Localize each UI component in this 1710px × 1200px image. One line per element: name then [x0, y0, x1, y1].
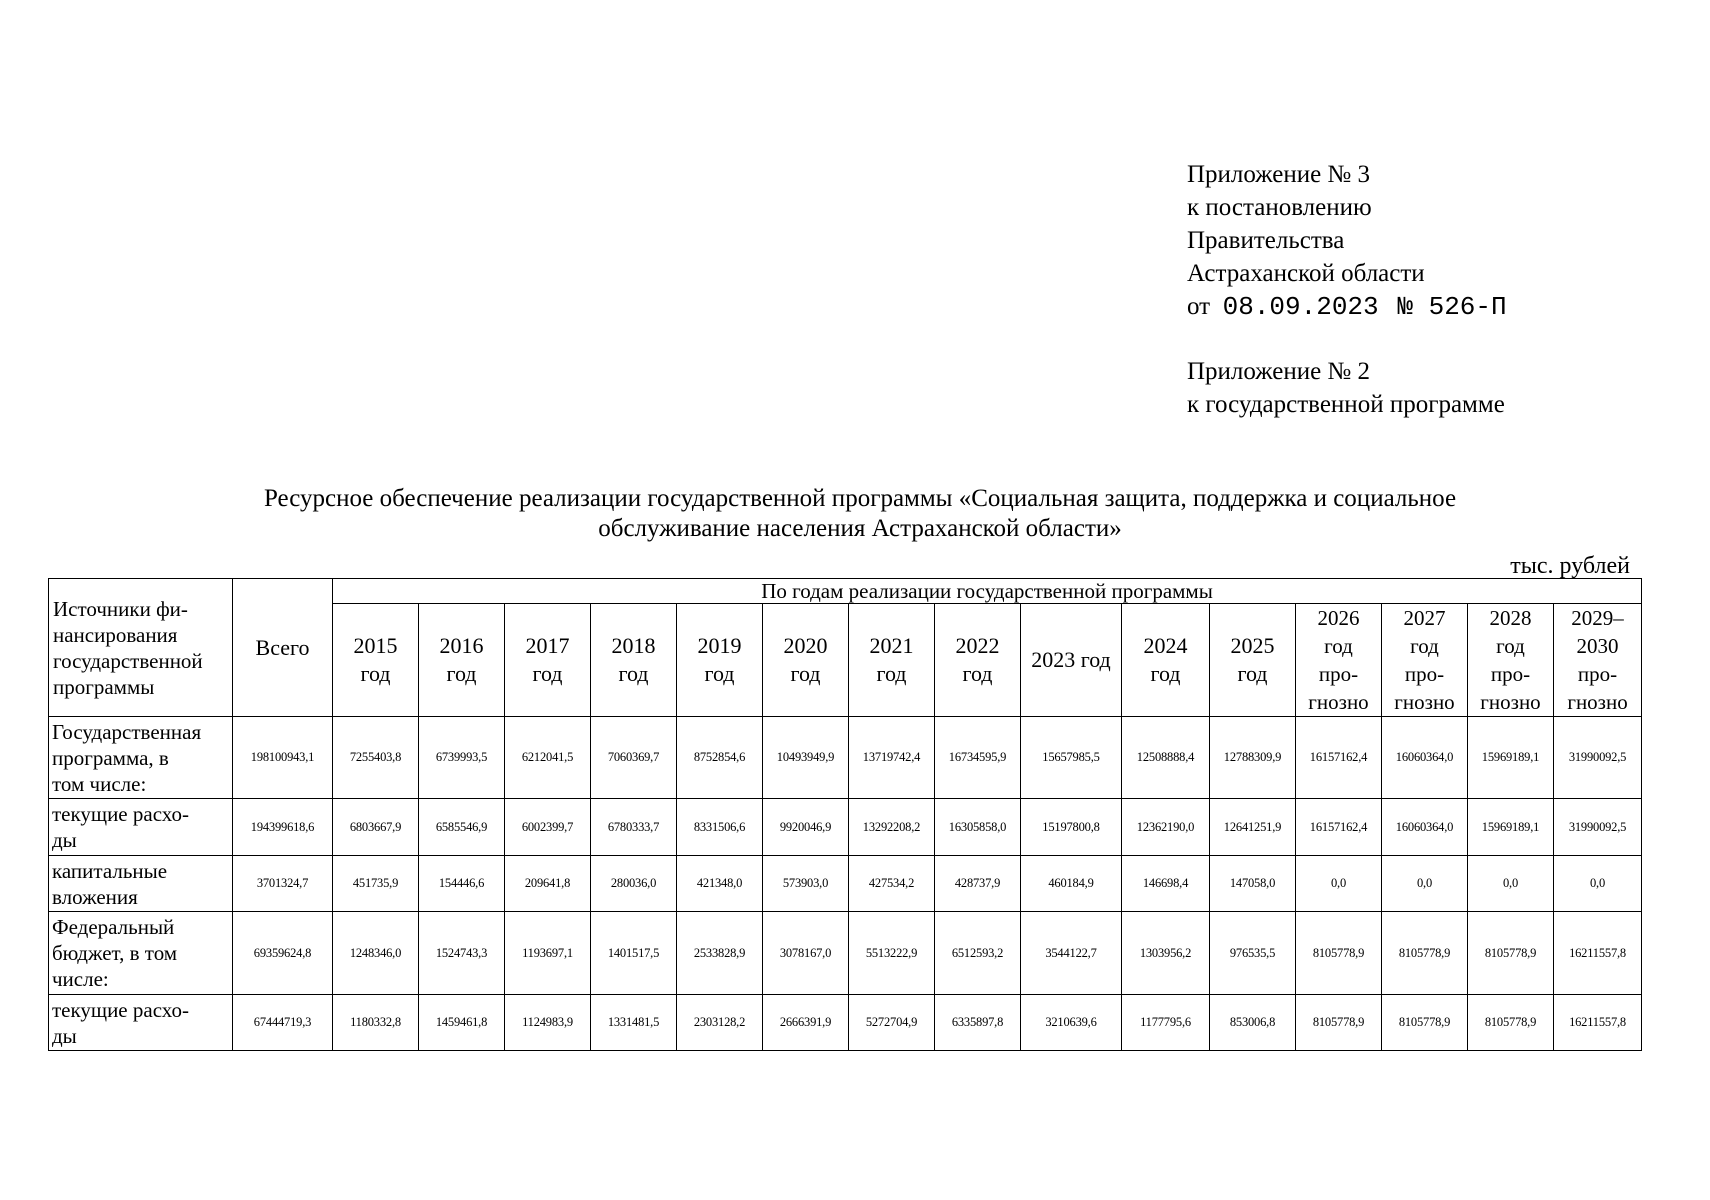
year-value-cell: 8105778,9	[1468, 912, 1554, 995]
year-value-cell: 6335897,8	[935, 995, 1021, 1051]
header-years-group: По годам реализации государственной программы	[333, 579, 1642, 604]
year-value-cell: 8752854,6	[677, 717, 763, 799]
appendix-line-2: к постановлению	[1187, 194, 1372, 221]
header-year-part: 2019	[697, 633, 742, 658]
year-value-cell: 5272704,9	[849, 995, 935, 1051]
header-year-2	[505, 604, 591, 717]
row-total: 67444719,3	[233, 995, 333, 1051]
year-value-cell: 12788309,9	[1210, 717, 1296, 799]
header-year-part: 2017	[525, 633, 570, 658]
year-value-cell: 16060364,0	[1382, 717, 1468, 799]
year-value-cell: 451735,9	[333, 856, 419, 912]
year-value-cell: 421348,0	[677, 856, 763, 912]
year-value-cell: 1459461,8	[419, 995, 505, 1051]
year-value-cell: 31990092,5	[1554, 717, 1642, 799]
header-year-0	[333, 604, 419, 717]
row-label-line: капитальные	[52, 858, 168, 883]
row-label	[49, 995, 233, 1051]
year-value-cell: 0,0	[1468, 856, 1554, 912]
year-value-cell: 7255403,8	[333, 717, 419, 799]
title-line-1: Ресурсное обеспечение реализации государственной программы «Социальная защита, поддержка и социальное	[263, 485, 1457, 512]
year-value-cell: 209641,8	[505, 856, 591, 912]
year-value-cell: 427534,2	[849, 856, 935, 912]
header-year-13	[1468, 604, 1554, 717]
year-value-cell: 31990092,5	[1554, 799, 1642, 856]
year-value-cell: 1177795,6	[1122, 995, 1210, 1051]
appendix-line-4: Астраханской области	[1187, 260, 1425, 287]
row-label-line: том числе:	[52, 771, 147, 796]
year-value-cell: 16734595,9	[935, 717, 1021, 799]
header-year-part: год	[1410, 634, 1439, 658]
resolution-date-line	[1187, 290, 1507, 324]
date-prefix: от	[1187, 293, 1211, 320]
year-value-cell: 1193697,1	[505, 912, 591, 995]
year-value-cell: 8331506,6	[677, 799, 763, 856]
header-year-part: про-	[1318, 662, 1359, 686]
resolution-date: 08.09.2023	[1222, 292, 1379, 322]
year-value-cell: 0,0	[1554, 856, 1642, 912]
header-year-9	[1122, 604, 1210, 717]
year-value-cell: 16157162,4	[1296, 717, 1382, 799]
header-source-line: Источники фи-	[53, 596, 188, 621]
year-value-cell: 6212041,5	[505, 717, 591, 799]
year-value-cell: 5513222,9	[849, 912, 935, 995]
header-year-part: год	[704, 661, 735, 686]
row-label-line: бюджет, в том	[52, 941, 178, 965]
year-value-cell: 2666391,9	[763, 995, 849, 1051]
header-year-part: 2021	[869, 633, 914, 658]
year-value-cell: 3544122,7	[1021, 912, 1122, 995]
header-year-part: год	[360, 661, 391, 686]
header-year-part: год	[446, 661, 477, 686]
row-total: 69359624,8	[233, 912, 333, 995]
year-value-cell: 15657985,5	[1021, 717, 1122, 799]
row-label	[49, 856, 233, 912]
year-value-cell: 13719742,4	[849, 717, 935, 799]
year-value-cell: 8105778,9	[1296, 995, 1382, 1051]
year-value-cell: 2303128,2	[677, 995, 763, 1051]
header-year-part: год	[790, 661, 821, 686]
year-value-cell: 13292208,2	[849, 799, 935, 856]
header-year-part: 2018	[611, 633, 656, 658]
appendix-program-line-1: Приложение № 2	[1187, 358, 1371, 385]
header-source-line: государственной	[53, 648, 203, 673]
year-value-cell: 6585546,9	[419, 799, 505, 856]
header-year-part: 2023 год	[1031, 647, 1111, 672]
row-label-line: текущие расхо-	[52, 802, 189, 826]
year-value-cell: 12508888,4	[1122, 717, 1210, 799]
header-year-part: год	[876, 661, 907, 686]
row-label-line: числе:	[52, 967, 109, 991]
year-value-cell: 6739993,5	[419, 717, 505, 799]
header-source	[49, 579, 233, 717]
header-year-part: год	[1237, 661, 1268, 686]
year-value-cell: 146698,4	[1122, 856, 1210, 912]
year-value-cell: 1124983,9	[505, 995, 591, 1051]
header-year-part: 2016	[439, 633, 484, 658]
table-row	[49, 912, 1642, 995]
row-label-line: ды	[52, 828, 77, 852]
row-label-line: вложения	[52, 884, 138, 909]
header-source-line: программы	[53, 674, 155, 699]
header-total: Всего	[233, 579, 333, 717]
appendix-program-line-2: к государственной программе	[1187, 391, 1505, 418]
table-row	[49, 856, 1642, 912]
header-year-part: 2022	[955, 633, 1000, 658]
row-label-line: текущие расхо-	[52, 997, 189, 1022]
row-label	[49, 912, 233, 995]
header-year-11	[1296, 604, 1382, 717]
header-year-part: год	[1324, 634, 1353, 658]
year-value-cell: 16157162,4	[1296, 799, 1382, 856]
row-label	[49, 799, 233, 856]
year-value-cell: 16211557,8	[1554, 912, 1642, 995]
year-value-cell: 6803667,9	[333, 799, 419, 856]
year-value-cell: 154446,6	[419, 856, 505, 912]
year-value-cell: 8105778,9	[1296, 912, 1382, 995]
year-value-cell: 12641251,9	[1210, 799, 1296, 856]
units-label: тыс. рублей	[1510, 553, 1630, 579]
row-total: 3701324,7	[233, 856, 333, 912]
year-value-cell: 7060369,7	[591, 717, 677, 799]
year-value-cell: 6512593,2	[935, 912, 1021, 995]
row-total: 194399618,6	[233, 799, 333, 856]
header-year-part: про-	[1404, 662, 1445, 686]
year-value-cell: 976535,5	[1210, 912, 1296, 995]
table-row	[49, 995, 1642, 1051]
year-value-cell: 1401517,5	[591, 912, 677, 995]
header-year-8	[1021, 604, 1122, 717]
header-year-part: 2029–	[1571, 606, 1624, 630]
header-year-part: 2024	[1143, 633, 1188, 658]
header-year-part: про-	[1490, 662, 1531, 686]
row-total: 198100943,1	[233, 717, 333, 799]
year-value-cell: 280036,0	[591, 856, 677, 912]
year-value-cell: 9920046,9	[763, 799, 849, 856]
year-value-cell: 853006,8	[1210, 995, 1296, 1051]
year-value-cell: 16305858,0	[935, 799, 1021, 856]
header-year-part: год	[962, 661, 993, 686]
appendix-program-block	[1187, 355, 1505, 421]
appendix-resolution-block	[1187, 158, 1507, 324]
title-line-2: обслуживание населения Астраханской области»	[598, 515, 1122, 542]
year-value-cell: 6780333,7	[591, 799, 677, 856]
header-year-6	[849, 604, 935, 717]
header-year-12	[1382, 604, 1468, 717]
header-source-line: нансирования	[53, 622, 178, 647]
row-label-line: Государственная	[52, 719, 202, 744]
header-year-part: 2027	[1403, 606, 1446, 630]
year-value-cell: 16211557,8	[1554, 995, 1642, 1051]
header-year-part: 2020	[783, 633, 828, 658]
header-year-part: год	[532, 661, 563, 686]
resolution-number: № 526-П	[1397, 292, 1507, 322]
year-value-cell: 0,0	[1296, 856, 1382, 912]
year-value-cell: 6002399,7	[505, 799, 591, 856]
row-label-line: программа, в	[52, 745, 169, 770]
header-year-10	[1210, 604, 1296, 717]
year-value-cell: 2533828,9	[677, 912, 763, 995]
header-year-4	[677, 604, 763, 717]
year-value-cell: 16060364,0	[1382, 799, 1468, 856]
year-value-cell: 3078167,0	[763, 912, 849, 995]
year-value-cell: 1331481,5	[591, 995, 677, 1051]
header-year-part: 2028	[1489, 606, 1532, 630]
header-year-part: 2026	[1317, 606, 1360, 630]
row-label-line: ды	[52, 1023, 77, 1048]
year-value-cell: 8105778,9	[1468, 995, 1554, 1051]
document-title	[120, 484, 1600, 544]
header-year-1	[419, 604, 505, 717]
header-year-part: год	[618, 661, 649, 686]
header-year-5	[763, 604, 849, 717]
header-year-7	[935, 604, 1021, 717]
resource-table	[48, 578, 1642, 1051]
year-value-cell: 8105778,9	[1382, 995, 1468, 1051]
header-year-part: гнозно	[1394, 690, 1455, 714]
row-label	[49, 717, 233, 799]
year-value-cell: 15197800,8	[1021, 799, 1122, 856]
year-value-cell: 15969189,1	[1468, 717, 1554, 799]
row-label-line: Федеральный	[52, 915, 175, 939]
header-year-part: год	[1150, 661, 1181, 686]
header-year-part: 2025	[1230, 633, 1275, 658]
year-value-cell: 10493949,9	[763, 717, 849, 799]
table-row	[49, 799, 1642, 856]
year-value-cell: 1303956,2	[1122, 912, 1210, 995]
year-value-cell: 460184,9	[1021, 856, 1122, 912]
header-year-part: гнозно	[1480, 690, 1541, 714]
year-value-cell: 3210639,6	[1021, 995, 1122, 1051]
header-year-part: про-	[1577, 662, 1618, 686]
year-value-cell: 1180332,8	[333, 995, 419, 1051]
year-value-cell: 428737,9	[935, 856, 1021, 912]
header-year-part: 2015	[353, 633, 398, 658]
year-value-cell: 1248346,0	[333, 912, 419, 995]
table-row	[49, 717, 1642, 799]
year-value-cell: 8105778,9	[1382, 912, 1468, 995]
header-year-part: 2030	[1576, 634, 1619, 658]
header-year-part: гнозно	[1567, 690, 1628, 714]
appendix-line-3: Правительства	[1187, 227, 1345, 254]
appendix-line-1: Приложение № 3	[1187, 161, 1371, 188]
header-year-14	[1554, 604, 1642, 717]
year-value-cell: 0,0	[1382, 856, 1468, 912]
year-value-cell: 1524743,3	[419, 912, 505, 995]
header-year-part: год	[1496, 634, 1525, 658]
header-year-3	[591, 604, 677, 717]
header-year-part: гнозно	[1308, 690, 1369, 714]
year-value-cell: 15969189,1	[1468, 799, 1554, 856]
year-value-cell: 147058,0	[1210, 856, 1296, 912]
year-value-cell: 12362190,0	[1122, 799, 1210, 856]
year-value-cell: 573903,0	[763, 856, 849, 912]
